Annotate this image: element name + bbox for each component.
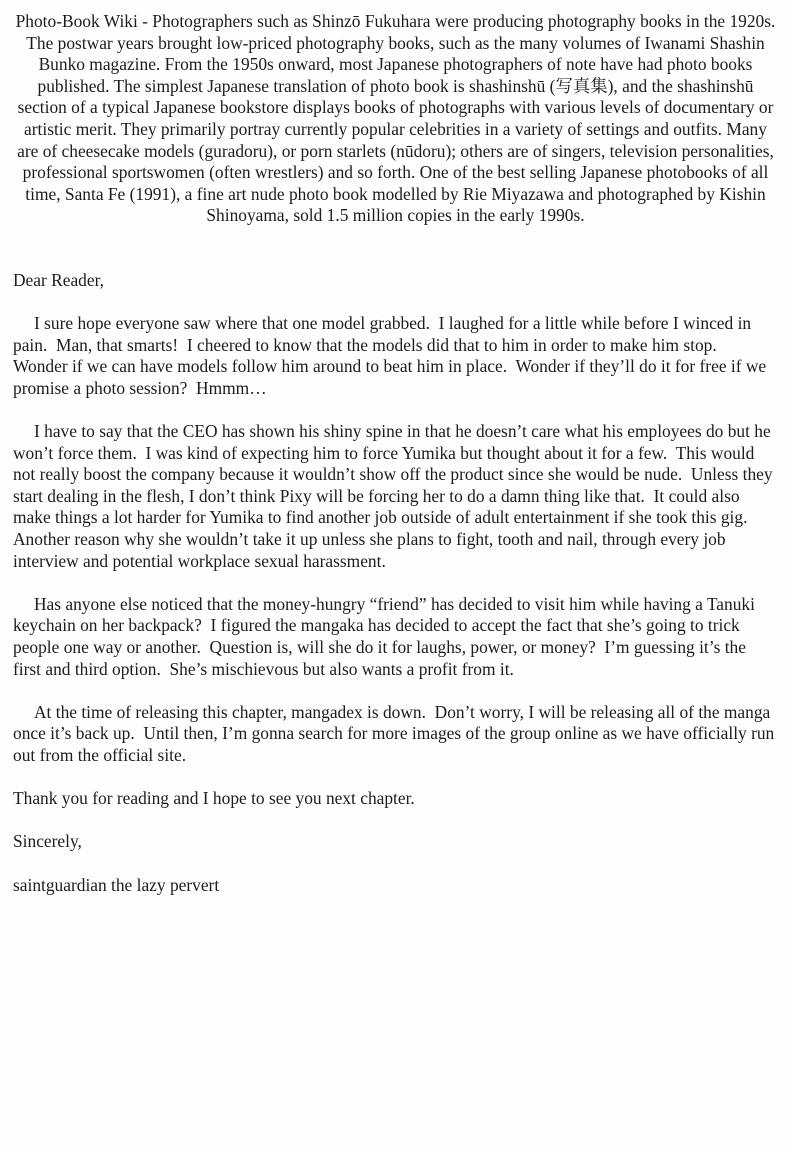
salutation: Dear Reader, [13, 269, 105, 290]
letter-paragraph-3: Has anyone else noticed that the money-hungry “friend” has decided to visit him while having a Tanuki keychain on her backpack? I figured the mangaka has decided to accept the fact that she’s going to trick people one way or another. Question is, will she do it for laughs, power, or money? I’m guessing it’s the first and third option. She’s mischievous but also wants a profit from it. [13, 593, 755, 679]
closing-line: Thank you for reading and I hope to see you next chapter. [13, 788, 415, 809]
letter-paragraph-4: At the time of releasing this chapter, mangadex is down. Don’t worry, I will be releasing all of the manga once it’s back up. Until then, I’m gonna search for more images of the group online as we have officially run out from the official site. [13, 701, 775, 765]
signoff: Sincerely, [13, 831, 82, 852]
letter-paragraph-1: I sure hope everyone saw where that one model grabbed. I laughed for a little while before I winced in pain. Man, that smarts! I cheered to know that the models did that to him in order to make him stop. Wonder if we can have models follow him around to beat him in place. Wonder if they’ll do it for free if we promise a photo session? Hmmm… [13, 313, 767, 398]
signature: saintguardian the lazy pervert [13, 874, 220, 895]
letter-paragraph-2: I have to say that the CEO has shown his shiny spine in that he doesn’t care what his employees do but he won’t force them. I was kind of expecting him to force Yumika but thought about it for a few. This would not really boost the company because it wouldn’t show off the product since she would be nude. Unless they start dealing in the flesh, I don’t think Pixy will be forcing her to do a damn thing like that. It could also make things a lot harder for Yumika to find another job outside of adult entertainment if she took this gig. Another reason why she wouldn’t take it up unless she plans to fight, tooth and nail, through every job interview and potential workplace sexual harassment. [13, 421, 773, 571]
wiki-excerpt-paragraph: Photo-Book Wiki - Photographers such as Shinzō Fukuhara were producing photography books in the 1920s. The postwar years brought low-priced photography books, such as the many volumes of Iwanami Shashin Bunko magazine. From the 1950s onward, most Japanese photographers of note have had photo books published. The simplest Japanese translation of photo book is shashinshū (写真集), and the shashinshū section of a typical Japanese bookstore displays books of photographs with various levels of documentary or artistic merit. They primarily portray currently popular celebrities in a variety of settings and outfits. Many are of cheesecake models (guradoru), or porn starlets (nūdoru); others are of singers, television personalities, professional sportswomen (often wrestlers) and so forth. One of the best selling Japanese photobooks of all time, Santa Fe (1991), a fine art nude photo book modelled by Rie Miyazawa and photographed by Kishin Shinoyama, sold 1.5 million copies in the early 1990s. [15, 11, 776, 226]
